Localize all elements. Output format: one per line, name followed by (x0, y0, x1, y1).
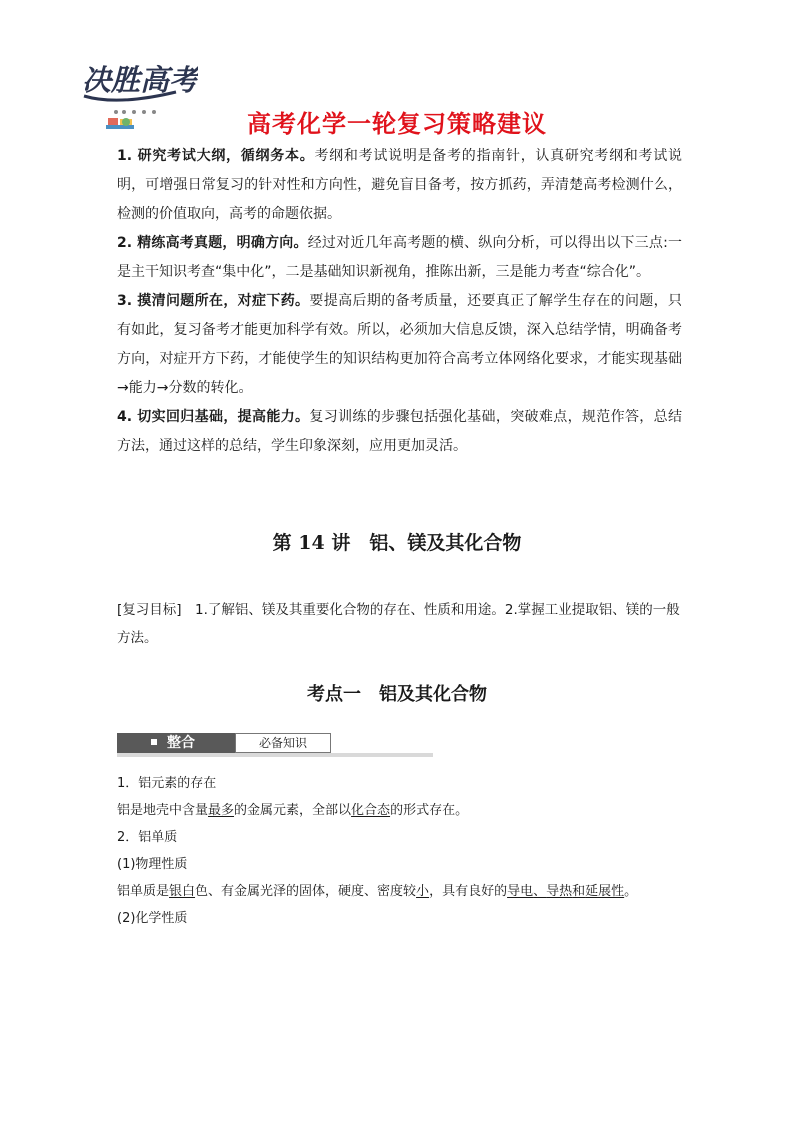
text-run: 色、有金属光泽的固体，硬度、密度较 (195, 884, 417, 899)
strategy-item-1 (117, 142, 682, 229)
section-content (117, 770, 682, 932)
text-run: 和 (572, 884, 586, 899)
content-heading: 1．铝元素的存在 (117, 776, 217, 791)
strategy-item-2 (117, 229, 682, 287)
text-run: 铝单质是 (117, 884, 170, 899)
strategy-lead: 1. 研究考试大纲，循纲务本。 (117, 148, 315, 164)
logo-text: 决胜高考 (82, 63, 198, 97)
strategy-lead: 3. 摸清问题所在，对症下药。 (117, 293, 310, 309)
answer-blank: 延展性 (585, 884, 625, 899)
content-heading: 2．铝单质 (117, 830, 178, 845)
strategy-lead: 4. 切实回归基础，提高能力。 (117, 409, 310, 425)
text-run: ，具有良好的 (429, 884, 508, 899)
content-subheading: (1)物理性质 (117, 857, 188, 872)
text-run: 、 (533, 884, 547, 899)
banner-underline (117, 753, 433, 757)
answer-blank: 银白 (169, 884, 196, 899)
answer-blank: 导热 (546, 884, 573, 899)
content-subheading: (2)化学性质 (117, 911, 188, 926)
text-run: 。 (624, 884, 638, 899)
content-paragraph (117, 878, 682, 905)
content-paragraph (117, 797, 682, 824)
text-run: 铝是地壳中含量 (117, 803, 209, 818)
page-title: 高考化学一轮复习策略建议 (247, 110, 547, 138)
review-goals-text: 1.了解铝、镁及其重要化合物的存在、性质和用途。2.掌握工业提取铝、镁的一般方法。 (117, 602, 680, 646)
section-title: 考点一 铝及其化合物 (307, 684, 487, 705)
strategy-body: 考纲和考试说明是备考的指南针，认真研究考纲和考试说明，可增强日常复习的针对性和方向性，避免盲目备考，按方抓药，弄清楚高考检测什么，检测的价值取向，高考的命题依据。 (117, 148, 683, 222)
lecture-title: 第 14 讲 铝、镁及其化合物 (272, 532, 522, 554)
review-goals (117, 596, 682, 652)
strategy-body: 经过对近几年高考题的横、纵向分析，可以得出以下三点:一是主干知识考查“集中化”，二是基础知识新视角，推陈出新，三是能力考查“综合化”。 (117, 235, 682, 280)
answer-blank: 化合态 (351, 803, 391, 818)
answer-blank: 导电 (507, 884, 534, 899)
text-run: 的形式存在。 (390, 803, 469, 818)
strategy-body: 复习训练的步骤包括强化基础，突破难点，规范作答，总结方法，通过这样的总结，学生印象深刻，应用更加灵活。 (117, 409, 682, 454)
strategy-body: 要提高后期的备考质量，还要真正了解学生存在的问题，只有如此，复习备考才能更加科学有效。所以，必须加大信息反馈，深入总结学情，明确备考方向，对症开方下药，才能使学生的知识结构更加符合高考立体网络化要求，才能实现基础→能力→分数的转化。 (117, 293, 682, 396)
strategy-item-4 (117, 403, 682, 461)
text-run: 的金属元素，全部以 (234, 803, 352, 818)
strategy-intro (117, 142, 682, 461)
review-goals-label: [复习目标] (117, 602, 182, 618)
banner-main (117, 733, 235, 753)
answer-blank: 小 (416, 884, 430, 899)
answer-blank: 最多 (208, 803, 235, 818)
strategy-item-3 (117, 287, 682, 403)
strategy-lead: 2. 精练高考真题，明确方向。 (117, 235, 308, 251)
section-banner (117, 733, 433, 757)
banner-sub: 必备知识 (235, 733, 331, 753)
square-icon (151, 739, 157, 745)
banner-main-label: 整合 (167, 735, 195, 751)
